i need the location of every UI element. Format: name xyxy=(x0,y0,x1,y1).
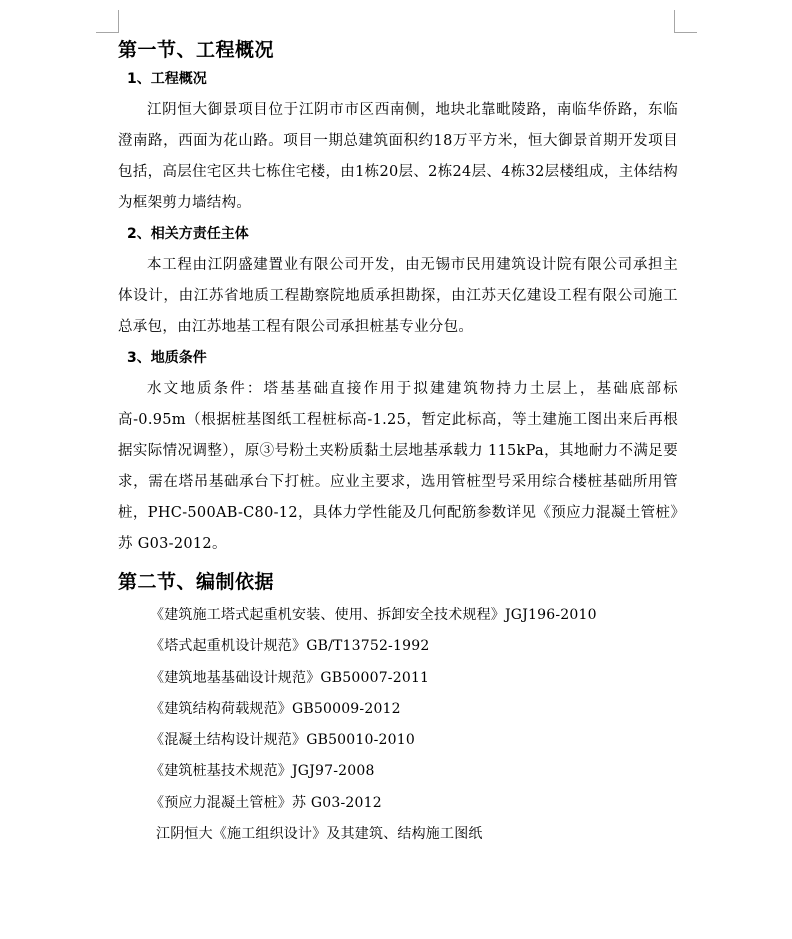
reference-item: 《混凝土结构设计规范》GB50010-2010 xyxy=(150,732,415,749)
subsection-2-paragraph: 本工程由江阴盛建置业有限公司开发，由无锡市民用建筑设计院有限公司承担主体设计，由江苏省地质工程勘察院地质承担勘探，由江苏天亿建设工程有限公司施工总承包，由江苏地基工程有限公司承担桩基专业分包。 xyxy=(118,257,678,335)
reference-item: 《预应力混凝土管桩》苏 G03-2012 xyxy=(150,794,382,811)
reference-item: 《塔式起重机设计规范》GB/T13752-1992 xyxy=(150,638,430,655)
subsection-2-heading: 2、相关方责任主体 xyxy=(127,226,249,242)
crop-mark-top-left xyxy=(96,10,119,33)
reference-item: 江阴恒大《施工组织设计》及其建筑、结构施工图纸 xyxy=(156,826,483,843)
crop-mark-top-right xyxy=(674,10,697,33)
reference-list xyxy=(118,600,678,850)
document-body xyxy=(118,36,678,850)
reference-item: 《建筑地基基础设计规范》GB50007-2011 xyxy=(150,669,430,686)
reference-item: 《建筑桩基技术规范》JGJ97-2008 xyxy=(150,763,375,780)
reference-item: 《建筑结构荷载规范》GB50009-2012 xyxy=(150,700,401,717)
reference-item: 《建筑施工塔式起重机安装、使用、拆卸安全技术规程》JGJ196-2010 xyxy=(150,607,597,623)
section-1-title: 第一节、工程概况 xyxy=(118,39,275,61)
subsection-1-paragraph: 江阴恒大御景项目位于江阴市市区西南侧，地块北靠毗陵路，南临华侨路，东临澄南路，西面为花山路。项目一期总建筑面积约18万平方米，恒大御景首期开发项目包括，高层住宅区共七栋住宅楼，由1栋20层、2栋24层、4栋32层楼组成，主体结构为框架剪力墙结构。 xyxy=(118,102,678,211)
subsection-1-heading: 1、工程概况 xyxy=(127,71,207,87)
subsection-3-paragraph: 水文地质条件：塔基基础直接作用于拟建建筑物持力土层上，基础底部标高-0.95m（根据桩基图纸工程桩标高-1.25，暂定此标高，等土建施工图出来后再根据实际情况调整），原③号粉土夹粉质黏土层地基承载力 115kPa，其地耐力不满足要求，需在塔吊基础承台下打桩。应业主要求，选用管桩型号采用综合楼桩基础所用管桩，PHC-500AB-C80-12，具体力学性能及几何配筋参数详见《预应力混凝土管桩》苏 G03-2012。 xyxy=(118,381,678,552)
section-2-title: 第二节、编制依据 xyxy=(118,571,275,593)
subsection-3-heading: 3、地质条件 xyxy=(127,350,207,366)
